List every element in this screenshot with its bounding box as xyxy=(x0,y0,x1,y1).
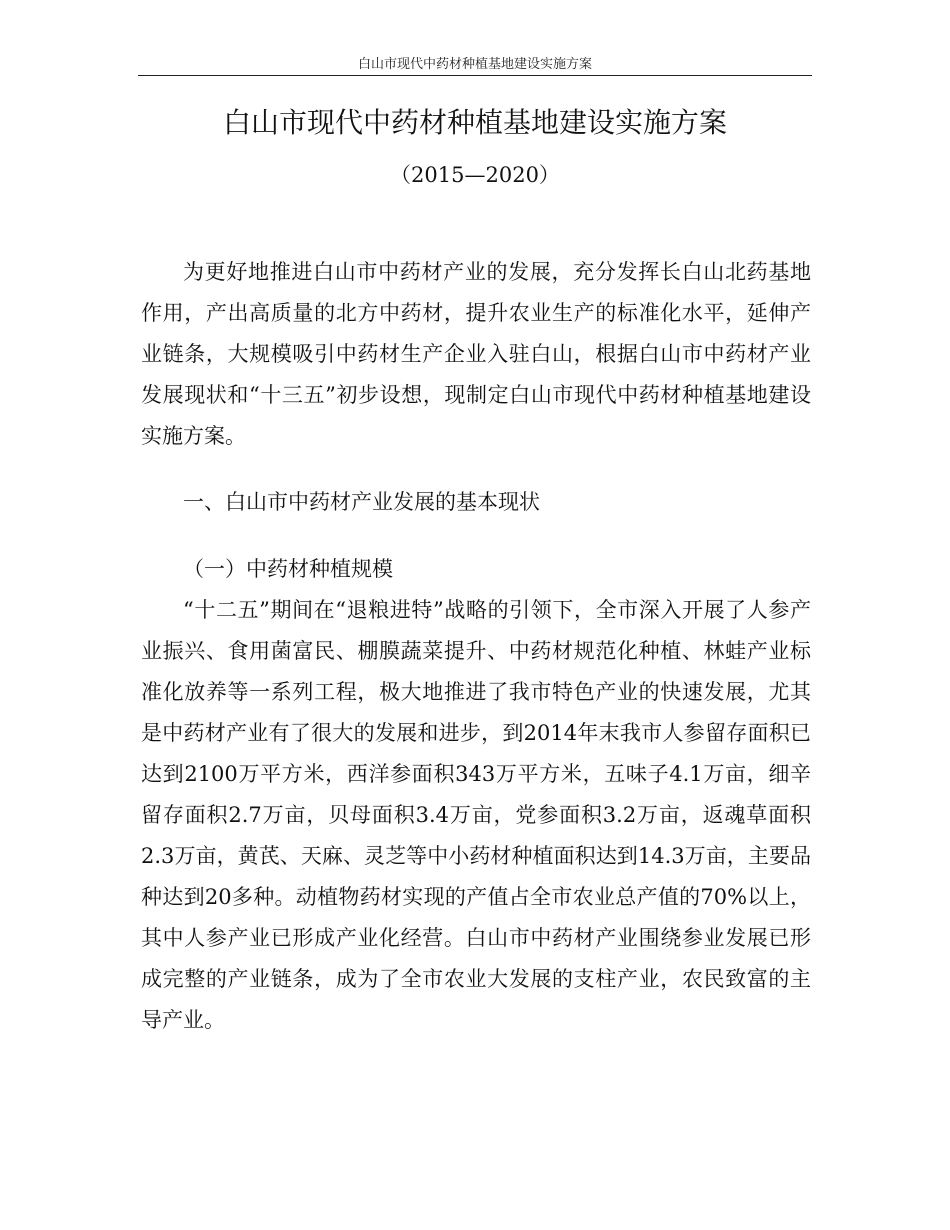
subsection-paragraph: “十二五”期间在“退粮进特”战略的引领下，全市深入开展了人参产业振兴、食用菌富民、棚膜蔬菜提升、中药材规范化种植、林蛙产业标准化放养等一系列工程，极大地推进了我市特色产业的快速发展，尤其是中药材产业有了很大的发展和进步，到2014年末我市人参留存面积已达到2100万平方米，西洋参面积343万平方米，五味子4.1万亩，细辛留存面积2.7万亩，贝母面积3.4万亩，党参面积3.2万亩，返魂草面积2.3万亩，黄芪、天麻、灵芝等中小药材种植面积达到14.3万亩，主要品种达到20多种。动植物药材实现的产值占全市农业总产值的70%以上，其中人参产业已形成产业化经营。白山市中药材产业围绕参业发展已形成完整的产业链条，成为了全市农业大发展的支柱产业，农民致富的主导产业。 xyxy=(141,598,811,1032)
running-header: 白山市现代中药材种植基地建设实施方案 xyxy=(357,57,592,72)
section-heading: 一、白山市中药材产业发展的基本现状 xyxy=(183,490,540,514)
header-divider xyxy=(138,75,812,76)
subsection-heading: （一）中药材种植规模 xyxy=(183,557,393,581)
document-subtitle: （2015—2020） xyxy=(390,163,560,187)
document-title: 白山市现代中药材种植基地建设实施方案 xyxy=(222,106,727,139)
intro-paragraph: 为更好地推进白山市中药材产业的发展，充分发挥长白山北药基地作用，产出高质量的北方中药材，提升农业生产的标准化水平，延伸产业链条，大规模吸引中药材生产企业入驻白山，根据白山市中药材产业发展现状和“十三五”初步设想，现制定白山市现代中药材种植基地建设实施方案。 xyxy=(141,260,811,448)
